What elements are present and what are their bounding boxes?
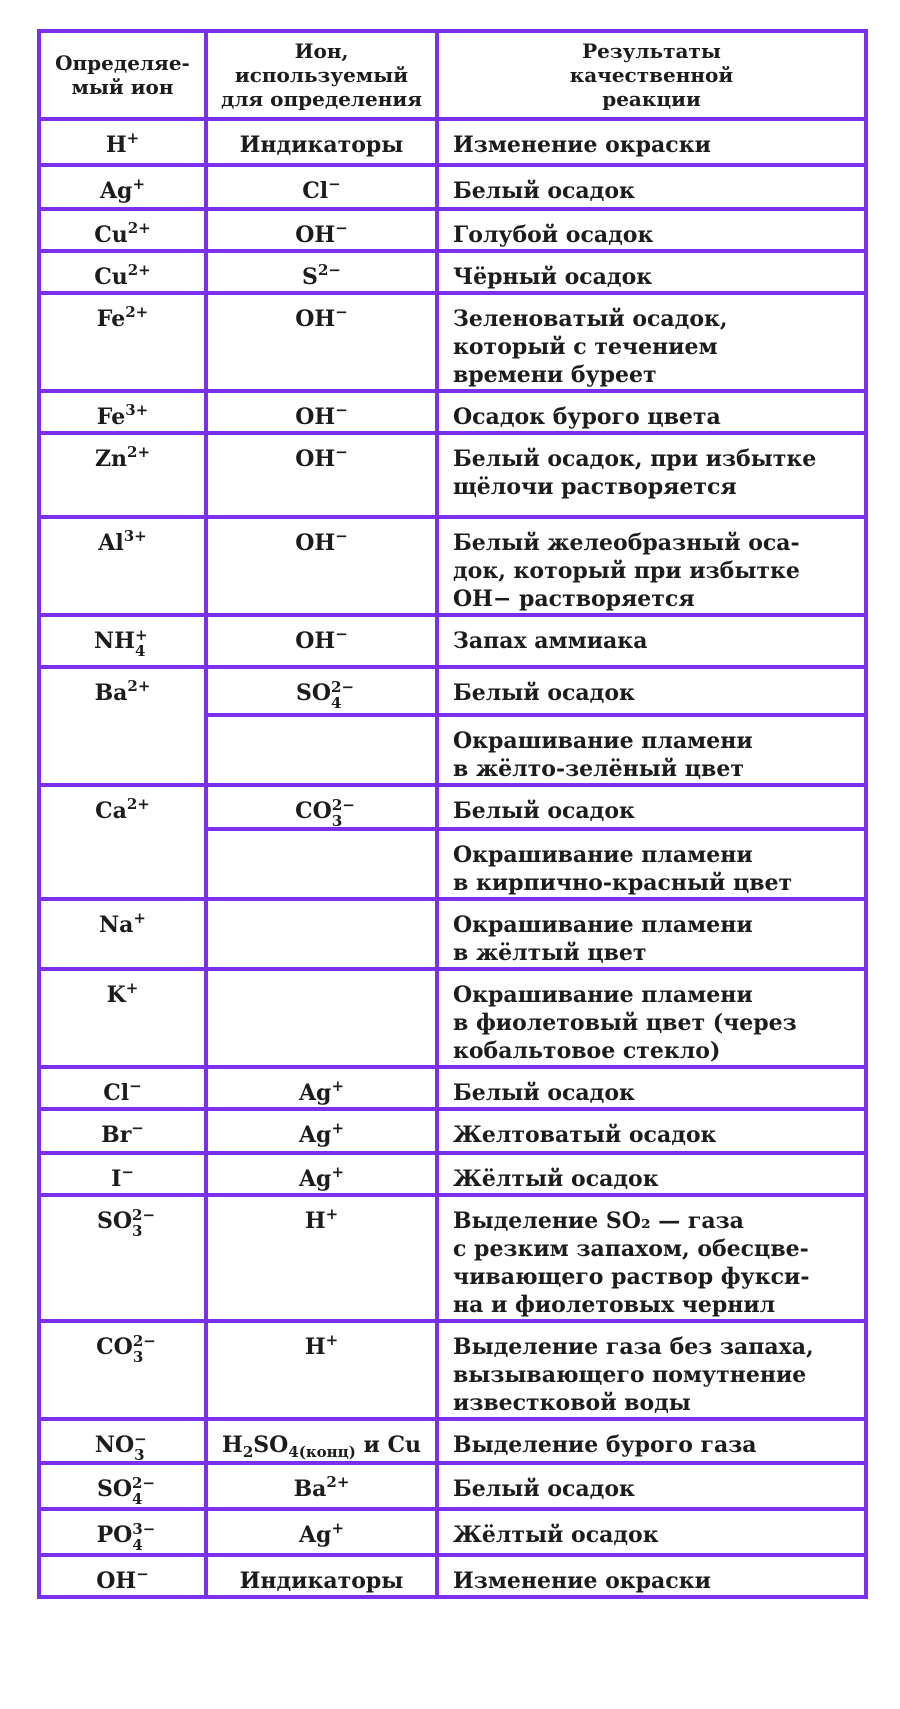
reaction-result: Желтоватый осадок — [453, 1122, 717, 1148]
header-reaction-result: Результаты качественной реакции — [437, 31, 866, 119]
reaction-result: Белый осадок, при избытке щёлочи растворяется — [453, 446, 817, 500]
determined-ion-cell — [39, 969, 206, 1067]
reagent-ion — [208, 971, 435, 981]
determined-ion-cell — [39, 165, 206, 209]
reaction-result-cell — [437, 969, 866, 1067]
reaction-result: Окрашивание пламени в фиолетовый цвет (через кобальтовое стекло) — [453, 982, 797, 1064]
reagent-ion-cell — [206, 969, 437, 1067]
reaction-result-cell — [437, 667, 866, 715]
reaction-result-cell — [437, 433, 866, 517]
reaction-result-cell — [437, 1195, 866, 1321]
determined-ion: K+ — [106, 979, 139, 1008]
reaction-result-cell — [437, 1419, 866, 1463]
determined-ion-cell — [39, 1321, 206, 1419]
determined-ion-cell — [39, 1509, 206, 1555]
determined-ion: CO 2− 3 — [96, 1332, 156, 1366]
reaction-result: Голубой осадок — [453, 222, 654, 248]
reagent-ion-cell — [206, 165, 437, 209]
reaction-result: Выделение SO₂ — газа с резким запахом, обесцве- чивающего раствор фукси- на и фиолетовых чернил — [453, 1208, 810, 1318]
reagent-ion: $H_2SO_{4(конц)}$ и Cu — [222, 1432, 421, 1461]
reagent-ion-cell — [206, 119, 437, 165]
reaction-result-cell — [437, 1555, 866, 1597]
reagent-ion: Индикаторы — [239, 132, 404, 158]
reaction-result: Белый осадок — [453, 178, 635, 204]
reaction-result: Белый желеобразный оса- док, который при избытке OH− растворяется — [453, 530, 800, 612]
reaction-result-cell — [437, 251, 866, 293]
determined-ion-cell — [39, 1463, 206, 1509]
reagent-ion-cell — [206, 209, 437, 251]
reaction-result-cell — [437, 1509, 866, 1555]
reagent-ion-cell — [206, 1153, 437, 1195]
qualitative-reactions-table — [37, 29, 868, 1599]
reagent-ion-cell — [206, 615, 437, 667]
reaction-result: Белый осадок — [453, 680, 635, 706]
reagent-ion — [208, 717, 435, 727]
reagent-ion: CO 2− 3 — [295, 796, 355, 830]
reagent-ion-cell — [206, 1419, 437, 1463]
reagent-ion: H+ — [304, 1331, 339, 1360]
determined-ion-cell — [39, 899, 206, 969]
reagent-ion: $S^{2-}$ — [302, 261, 341, 290]
header-determined-ion: Определяе- мый ион — [39, 31, 206, 119]
determined-ion: Cl− — [103, 1077, 142, 1106]
reagent-ion: OH− — [295, 527, 348, 556]
reaction-result-cell — [437, 165, 866, 209]
table-row — [39, 293, 866, 391]
determined-ion: Br− — [101, 1119, 144, 1148]
reagent-ion: Ag+ — [298, 1519, 345, 1548]
reaction-result-cell — [437, 391, 866, 433]
reaction-result: Белый осадок — [453, 1080, 635, 1106]
reagent-ion-cell — [206, 517, 437, 615]
table-row — [39, 1067, 866, 1109]
reaction-result-cell — [437, 119, 866, 165]
reagent-ion: H+ — [304, 1205, 339, 1234]
determined-ion-cell — [39, 1067, 206, 1109]
reagent-ion: OH− — [295, 625, 348, 654]
table-row — [39, 1419, 866, 1463]
reagent-ion-cell — [206, 293, 437, 391]
determined-ion: $Ca^{2+}$ — [95, 795, 150, 824]
reagent-ion-cell — [206, 1555, 437, 1597]
determined-ion-cell — [39, 1153, 206, 1195]
table-row — [39, 969, 866, 1067]
reaction-result-cell — [437, 1067, 866, 1109]
reaction-result: Зеленоватый осадок, который с течением времени буреет — [453, 306, 728, 388]
reaction-result-cell — [437, 785, 866, 829]
reaction-result-cell — [437, 615, 866, 667]
determined-ion-cell — [39, 1109, 206, 1153]
reaction-result-cell — [437, 829, 866, 899]
determined-ion-cell — [39, 433, 206, 517]
reagent-ion: Ag+ — [298, 1163, 345, 1192]
reaction-result: Белый осадок — [453, 1476, 635, 1502]
reagent-ion-cell — [206, 715, 437, 785]
reagent-ion: OH− — [295, 443, 348, 472]
determined-ion-cell — [39, 1195, 206, 1321]
table-row — [39, 391, 866, 433]
reaction-result: Осадок бурого цвета — [453, 404, 721, 430]
determined-ion: SO 2− 4 — [96, 1474, 156, 1508]
determined-ion: OH− — [96, 1565, 149, 1594]
determined-ion: $Ba^{2+}$ — [94, 677, 151, 706]
reaction-result: Окрашивание пламени в кирпично-красный цвет — [453, 842, 793, 896]
determined-ion-cell — [39, 251, 206, 293]
reaction-result: Белый осадок — [453, 798, 635, 824]
reagent-ion-cell — [206, 899, 437, 969]
determined-ion-cell — [39, 209, 206, 251]
determined-ion: $Fe^{2+}$ — [96, 303, 149, 332]
table-row — [39, 1509, 866, 1555]
reaction-result: Жёлтый осадок — [453, 1166, 659, 1192]
reagent-ion-cell — [206, 1463, 437, 1509]
determined-ion: Ag+ — [99, 175, 146, 204]
reagent-ion: SO 2− 4 — [295, 678, 355, 712]
reaction-result-cell — [437, 1153, 866, 1195]
determined-ion-cell — [39, 119, 206, 165]
reagent-ion: OH− — [295, 303, 348, 332]
table-row — [39, 1463, 866, 1509]
reagent-ion-cell — [206, 251, 437, 293]
table-row — [39, 433, 866, 517]
reaction-result-cell — [437, 715, 866, 785]
reagent-ion-cell — [206, 391, 437, 433]
determined-ion-cell — [39, 293, 206, 391]
reagent-ion-cell — [206, 1195, 437, 1321]
table-row — [39, 1555, 866, 1597]
reagent-ion: OH− — [295, 219, 348, 248]
table-row — [39, 1195, 866, 1321]
table-row — [39, 1109, 866, 1153]
reagent-ion-cell — [206, 829, 437, 899]
reaction-result: Выделение газа без запаха, вызывающего помутнение известковой воды — [453, 1334, 814, 1416]
reagent-ion — [208, 831, 435, 841]
table-row — [39, 119, 866, 165]
reagent-ion-cell — [206, 1109, 437, 1153]
table-row — [39, 251, 866, 293]
determined-ion: $Zn^{2+}$ — [94, 443, 151, 472]
reaction-result: Чёрный осадок — [453, 264, 653, 290]
reagent-ion: Cl− — [302, 175, 341, 204]
table-row — [39, 785, 866, 829]
reagent-ion — [208, 901, 435, 911]
reagent-ion: Ag+ — [298, 1077, 345, 1106]
determined-ion: NO − 3 — [94, 1430, 147, 1464]
reaction-result: Изменение окраски — [453, 132, 711, 158]
header-row — [39, 31, 866, 119]
reagent-ion: Индикаторы — [239, 1568, 404, 1594]
determined-ion: $Cu^{2+}$ — [94, 219, 151, 248]
determined-ion-cell — [39, 517, 206, 615]
table-row — [39, 165, 866, 209]
table-row — [39, 517, 866, 615]
table-row — [39, 209, 866, 251]
reaction-result: Окрашивание пламени в жёлтый цвет — [453, 912, 753, 966]
reagent-ion: OH− — [295, 401, 348, 430]
reagent-ion-cell — [206, 667, 437, 715]
determined-ion-cell — [39, 391, 206, 433]
reaction-result-cell — [437, 1109, 866, 1153]
reagent-ion-cell — [206, 785, 437, 829]
reaction-result-cell — [437, 1321, 866, 1419]
table-row — [39, 899, 866, 969]
determined-ion-cell — [39, 1419, 206, 1463]
reagent-ion: $Ba^{2+}$ — [293, 1473, 350, 1502]
determined-ion: $Al^{3+}$ — [98, 527, 147, 556]
reaction-result: Выделение бурого газа — [453, 1432, 757, 1458]
reaction-result: Изменение окраски — [453, 1568, 711, 1594]
reaction-result: Запах аммиака — [453, 628, 648, 654]
reagent-ion-cell — [206, 1321, 437, 1419]
determined-ion: $Cu^{2+}$ — [94, 261, 151, 290]
reaction-result: Окрашивание пламени в жёлто-зелёный цвет — [453, 728, 753, 782]
determined-ion-cell — [39, 785, 206, 899]
determined-ion: SO 2− 3 — [96, 1206, 156, 1240]
determined-ion: $Fe^{3+}$ — [96, 401, 149, 430]
determined-ion: Na+ — [99, 909, 146, 938]
reaction-result-cell — [437, 899, 866, 969]
determined-ion-cell — [39, 667, 206, 785]
table-row — [39, 667, 866, 715]
reagent-ion: Ag+ — [298, 1119, 345, 1148]
determined-ion-cell — [39, 1555, 206, 1597]
determined-ion-cell — [39, 615, 206, 667]
reagent-ion-cell — [206, 1509, 437, 1555]
table-row — [39, 1153, 866, 1195]
table-row — [39, 615, 866, 667]
reagent-ion-cell — [206, 433, 437, 517]
determined-ion: NH + 4 — [94, 626, 148, 660]
table-row — [39, 1321, 866, 1419]
reaction-result-cell — [437, 1463, 866, 1509]
determined-ion: PO 3− 4 — [96, 1520, 156, 1554]
reagent-ion-cell — [206, 1067, 437, 1109]
determined-ion: I− — [111, 1163, 134, 1192]
reaction-result-cell — [437, 517, 866, 615]
reaction-result-cell — [437, 209, 866, 251]
reaction-result-cell — [437, 293, 866, 391]
header-reagent-ion: Ион, используемый для определения — [206, 31, 437, 119]
determined-ion: H+ — [105, 129, 140, 158]
reaction-result: Жёлтый осадок — [453, 1522, 659, 1548]
